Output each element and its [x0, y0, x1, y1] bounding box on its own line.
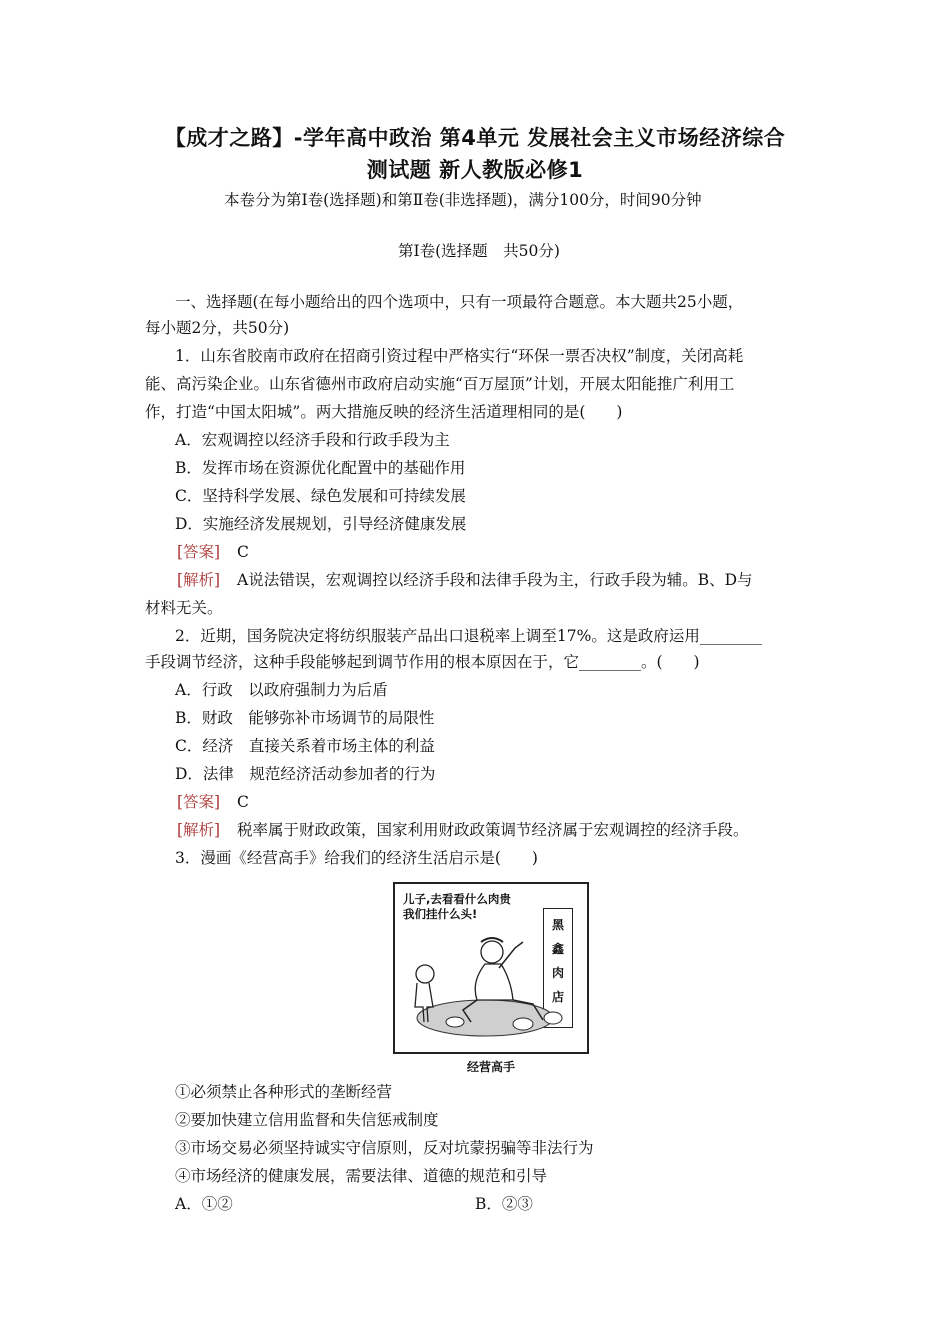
animal-head-3	[544, 1012, 562, 1024]
shop-sign-char-1: 黑	[551, 918, 564, 932]
q2-answer-label: [答案]	[177, 793, 221, 811]
q3-option-a: A．①②	[175, 1195, 233, 1213]
ground-shadow	[417, 1000, 553, 1036]
q2-stem-line2: 手段调节经济，这种手段能够起到调节作用的根本原因在于，它________。( )	[145, 653, 700, 671]
q3-item-1: ①必须禁止各种形式的垄断经营	[175, 1083, 393, 1101]
q1-answer-value: C	[237, 543, 249, 561]
q1-stem-line3: 作，打造“中国太阳城”。两大措施反映的经济生活道理相同的是( )	[145, 403, 623, 421]
child-head	[416, 965, 434, 983]
q3-option-b: B．②③	[475, 1195, 533, 1213]
q1-stem-line1: 1．山东省胶南市政府在招商引资过程中严格实行“环保一票否决权”制度，关闭高耗	[175, 347, 744, 365]
q2-analysis-label: [解析]	[177, 821, 221, 839]
shop-sign-char-3: 肉	[551, 966, 564, 980]
q2-analysis-line1	[177, 820, 749, 840]
cartoon-bubble-line1: 儿子,去看看什么肉贵	[403, 892, 511, 906]
document-title-line1: 【成才之路】-学年高中政治 第4单元 发展社会主义市场经济综合	[164, 126, 786, 150]
q1-answer	[177, 542, 249, 562]
q3-item-4: ④市场经济的健康发展，需要法律、道德的规范和引导	[175, 1167, 548, 1185]
father-head	[481, 941, 503, 963]
q3-item-2: ②要加快建立信用监督和失信惩戒制度	[175, 1111, 439, 1129]
q2-option-a: A．行政 以政府强制力为后盾	[175, 681, 388, 699]
q1-analysis-text: A说法错误，宏观调控以经济手段和法律手段为主，行政手段为辅。B、D与	[237, 571, 753, 589]
part1-instructions-line2: 每小题2分，共50分)	[145, 319, 290, 337]
shop-sign-char-2: 鑫	[551, 942, 564, 956]
q2-stem-line1: 2．近期，国务院决定将纺织服装产品出口退税率上调至17%。这是政府运用________	[175, 627, 762, 645]
cartoon-illustration	[393, 882, 589, 1054]
q2-analysis-text: 税率属于财政政策，国家利用财政政策调节经济属于宏观调控的经济手段。	[237, 821, 749, 839]
q1-analysis-label: [解析]	[177, 571, 221, 589]
q1-option-c: C．坚持科学发展、绿色发展和可持续发展	[175, 487, 466, 505]
exam-intro: 本卷分为第Ⅰ卷(选择题)和第Ⅱ卷(非选择题)，满分100分，时间90分钟	[224, 191, 702, 209]
q3-item-3: ③市场交易必须坚持诚实守信原则，反对坑蒙拐骗等非法行为	[175, 1139, 594, 1157]
q1-stem-line2: 能、高污染企业。山东省德州市政府启动实施“百万屋顶”计划，开展太阳能推广利用工	[145, 375, 735, 393]
q1-analysis-line2: 材料无关。	[145, 599, 223, 617]
cartoon-caption: 经营高手	[466, 1060, 515, 1074]
father-body	[475, 964, 513, 1000]
shop-sign-char-4: 店	[551, 990, 564, 1004]
q2-option-c: C．经济 直接关系着市场主体的利益	[175, 737, 435, 755]
q2-answer	[177, 792, 249, 812]
q1-answer-label: [答案]	[177, 543, 221, 561]
cartoon-bubble-line2: 我们挂什么头!	[403, 907, 478, 921]
q1-option-a: A．宏观调控以经济手段和行政手段为主	[175, 431, 450, 449]
q1-option-b: B．发挥市场在资源优化配置中的基础作用	[175, 459, 466, 477]
animal-head-1	[446, 1017, 464, 1027]
q1-option-d: D．实施经济发展规划，引导经济健康发展	[175, 515, 467, 533]
part1-instructions-line1: 一、选择题(在每小题给出的四个选项中，只有一项最符合题意。本大题共25小题，	[175, 293, 744, 311]
document-title-line2: 测试题 新人教版必修1	[366, 158, 584, 182]
q3-stem-line1: 3．漫画《经营高手》给我们的经济生活启示是( )	[175, 849, 538, 867]
q2-answer-value: C	[237, 793, 249, 811]
animal-head-2	[513, 1018, 533, 1030]
q1-analysis-line1	[177, 570, 753, 590]
q2-option-b: B．财政 能够弥补市场调节的局限性	[175, 709, 435, 727]
cartoon-figure	[393, 882, 589, 1054]
section-title: 第Ⅰ卷(选择题 共50分)	[398, 242, 560, 260]
q2-option-d: D．法律 规范经济活动参加者的行为	[175, 765, 436, 783]
